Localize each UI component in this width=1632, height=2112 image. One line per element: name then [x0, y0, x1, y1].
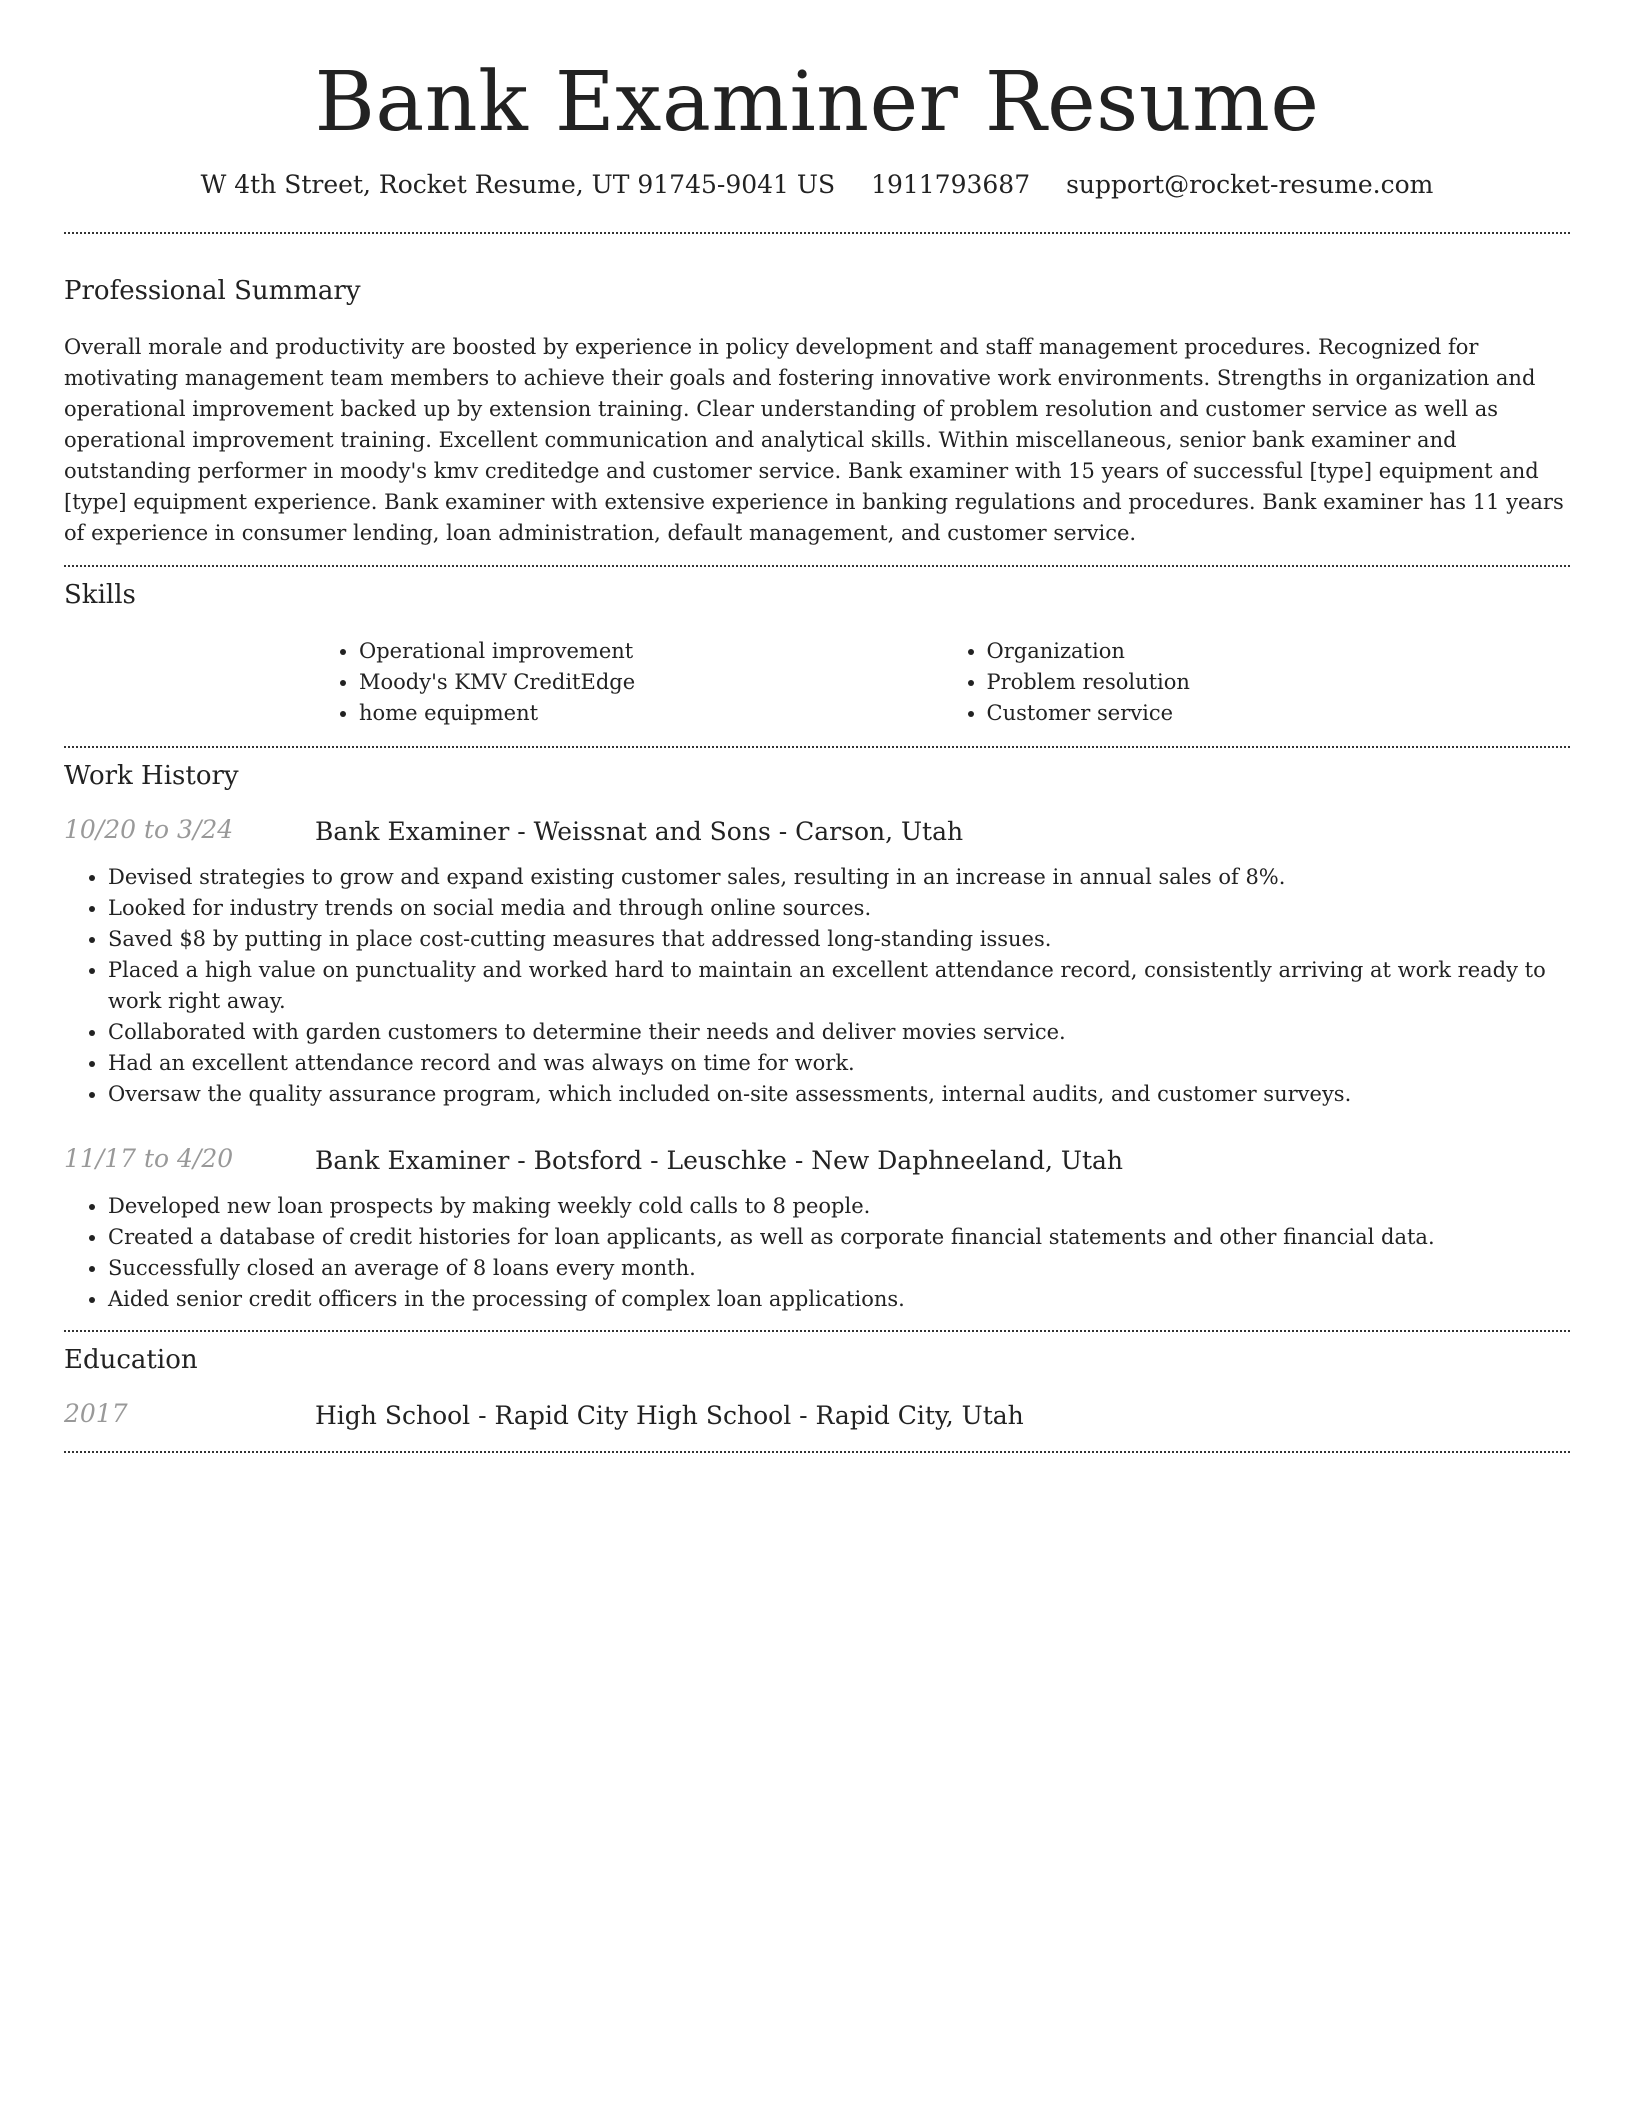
summary-divider [64, 565, 1570, 567]
skills-heading: Skills [64, 580, 136, 611]
skills-section [64, 580, 1570, 729]
skill-item: • Customer service [987, 698, 1571, 729]
contact-line [64, 170, 1570, 199]
job-dates: 10/20 to 3/24 [64, 815, 234, 845]
skill-item: • Moody's KMV CreditEdge [359, 667, 943, 698]
job-entry [64, 1144, 1570, 1315]
education-title: High School - Rapid City High School - Rapid City, Utah [315, 1401, 1024, 1431]
job-bullet: • Created a database of credit histories for loan applicants, as well as corporate financial statements and other financial data. [108, 1222, 1570, 1253]
education-entry [64, 1399, 1570, 1433]
resume-page [64, 0, 1570, 1453]
job-bullet: • Devised strategies to grow and expand existing customer sales, resulting in an increase in annual sales of 8%. [108, 862, 1570, 893]
skills-list-right [943, 636, 1571, 729]
job-title: Bank Examiner - Botsford - Leuschke - New Daphneeland, Utah [315, 1146, 1124, 1176]
job-bullets [64, 1191, 1570, 1315]
job-bullet: • Successfully closed an average of 8 loans every month. [108, 1253, 1570, 1284]
education-section [64, 1345, 1570, 1433]
summary-heading: Professional Summary [64, 276, 361, 307]
skills-list-left [315, 636, 943, 729]
job-dates: 11/17 to 4/20 [64, 1144, 234, 1174]
job-bullet: • Looked for industry trends on social media and through online sources. [108, 893, 1570, 924]
resume-title: Bank Examiner Resume [314, 55, 1320, 150]
work-section [64, 761, 1570, 1315]
skills-divider [64, 746, 1570, 748]
work-divider [64, 1330, 1570, 1332]
summary-text: Overall morale and productivity are boosted by experience in policy development and staff management procedures. Recognized for motivating management team members to achieve their goals and fostering innovative work environments. Strengths in organization and operational improvement backed up by extension training. Clear understanding of problem resolution and customer service as well as operational improvement training. Excellent communication and analytical skills. Within miscellaneous, senior bank examiner and outstanding performer in moody's kmv creditedge and customer service. Bank examiner with 15 years of successful [type] equipment and [type] equipment experience. Bank examiner with extensive experience in banking regulations and procedures. Bank examiner has 11 years of experience in consumer lending, loan administration, default management, and customer service. [64, 335, 1564, 546]
job-bullet: • Developed new loan prospects by making weekly cold calls to 8 people. [108, 1191, 1570, 1222]
skills-grid [315, 636, 1570, 729]
skill-item: • home equipment [359, 698, 943, 729]
work-heading: Work History [64, 761, 239, 792]
skill-item: • Operational improvement [359, 636, 943, 667]
skill-item: • Problem resolution [987, 667, 1571, 698]
skill-item: • Organization [987, 636, 1571, 667]
job-bullet: • Aided senior credit officers in the processing of complex loan applications. [108, 1284, 1570, 1315]
job-bullet: • Had an excellent attendance record and was always on time for work. [108, 1048, 1570, 1079]
header-divider [64, 232, 1570, 234]
job-title: Bank Examiner - Weissnat and Sons - Carson, Utah [315, 817, 964, 847]
job-bullet: • Placed a high value on punctuality and worked hard to maintain an excellent attendance record, consistently arriving at work ready to work right away. [108, 955, 1570, 1017]
contact-phone: 1911793687 [871, 170, 1031, 200]
education-divider [64, 1451, 1570, 1453]
summary-section [64, 276, 1570, 549]
education-date: 2017 [64, 1399, 128, 1429]
job-bullet: • Oversaw the quality assurance program, which included on-site assessments, internal audits, and customer surveys. [108, 1079, 1570, 1110]
education-heading: Education [64, 1345, 198, 1376]
job-bullet: • Collaborated with garden customers to determine their needs and deliver movies service. [108, 1017, 1570, 1048]
contact-address: W 4th Street, Rocket Resume, UT 91745-9041 US [200, 170, 836, 200]
contact-email: support@rocket-resume.com [1066, 170, 1434, 200]
job-bullets [64, 862, 1570, 1110]
job-entry [64, 815, 1570, 1110]
job-bullet: • Saved $8 by putting in place cost-cutting measures that addressed long-standing issues. [108, 924, 1570, 955]
